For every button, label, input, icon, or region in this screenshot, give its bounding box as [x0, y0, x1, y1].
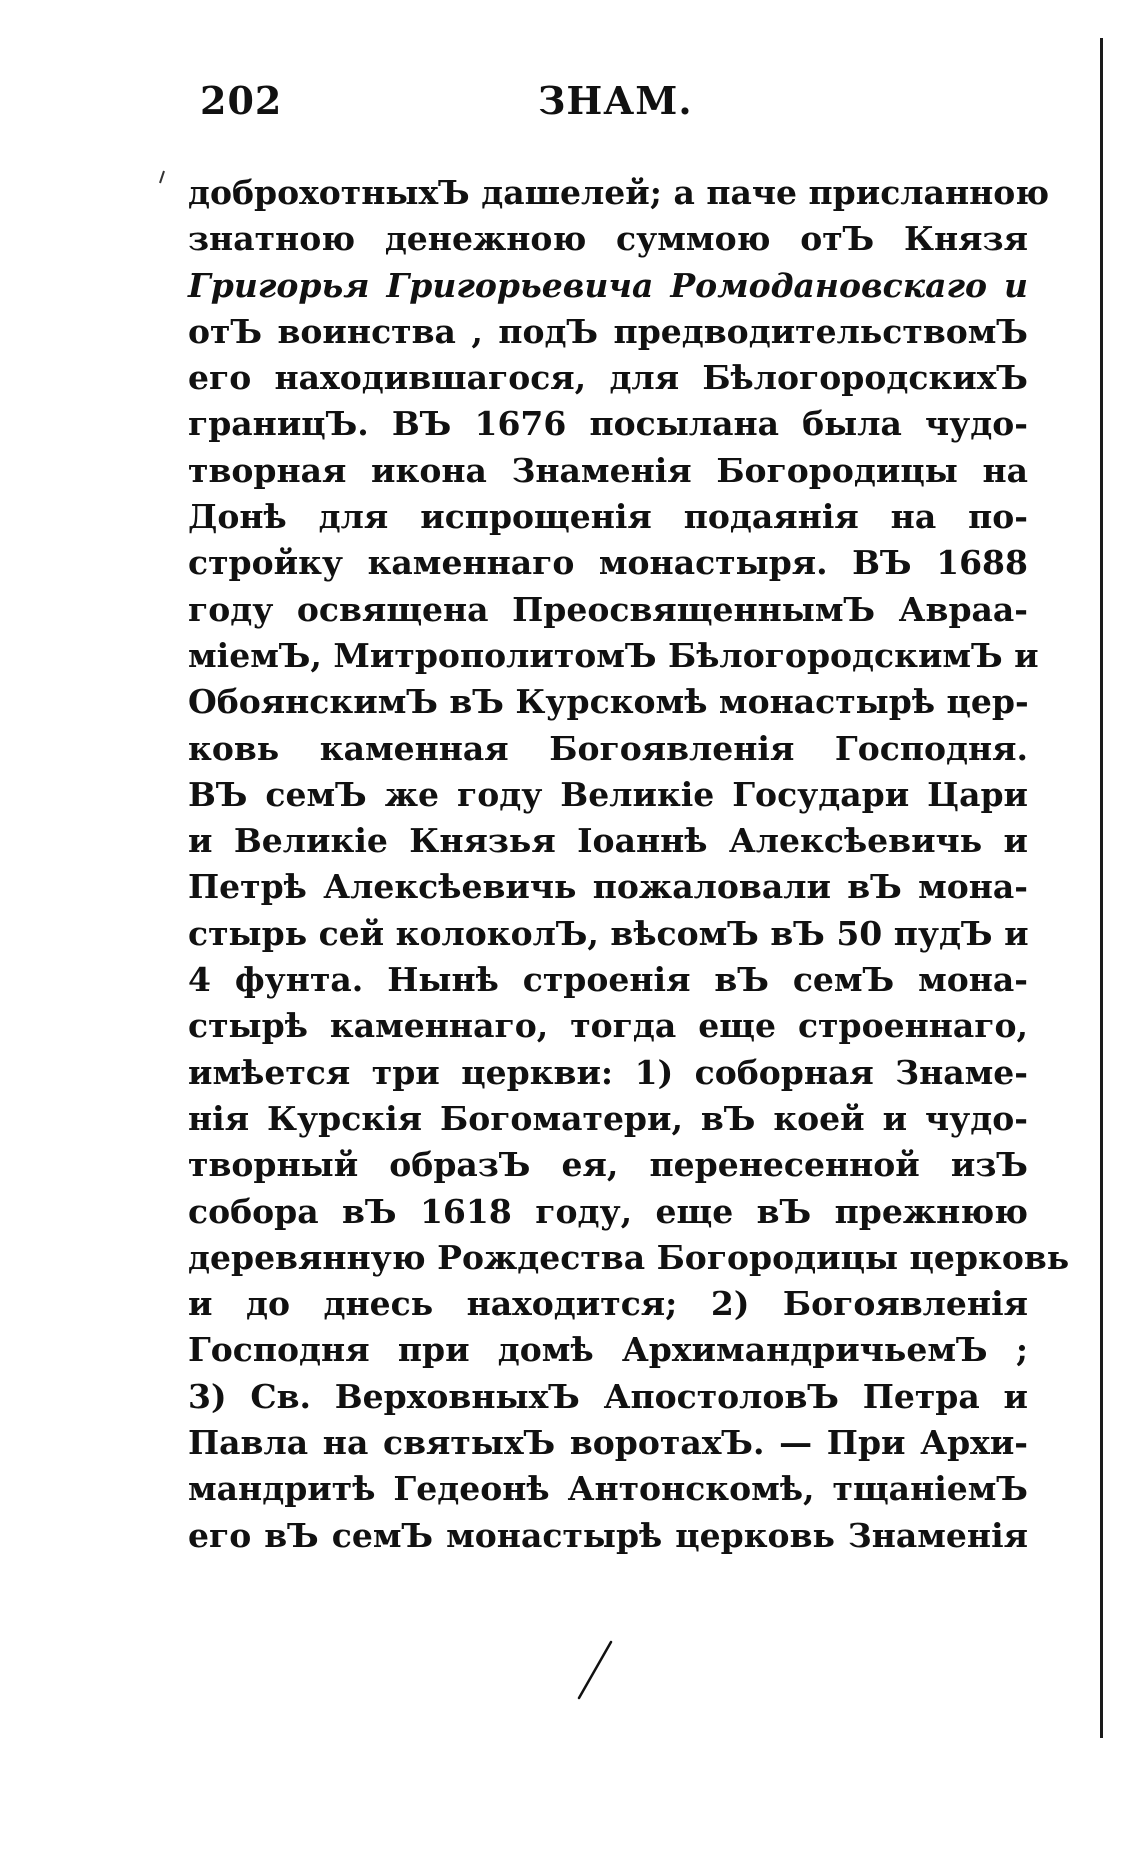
text-line: творная икона Знаменія Богородицы на: [188, 450, 1028, 490]
text-line: Петрѣ Алексѣевичь пожаловали вЪ мона-: [188, 867, 1028, 907]
text-line: Донѣ для испрощенія подаянія на по-: [188, 497, 1028, 537]
text-line: стырѣ каменнаго, тогда еще строеннаго,: [188, 1006, 1028, 1046]
text-line: и до днесь находится; 2) Богоявленія: [188, 1284, 1028, 1324]
text-line: деревянную Рождества Богородицы церковь: [188, 1237, 1070, 1277]
text-line: ковь каменная Богоявленія Господня.: [188, 728, 1028, 768]
text-line: году освящена ПреосвященнымЪ Авраа-: [188, 589, 1028, 629]
text-line: знатною денежною суммою отЪ Князя: [188, 219, 1028, 259]
text-line: міемЪ, МитрополитомЪ БѣлогородскимЪ и: [188, 635, 1039, 675]
stray-mark-icon: [158, 170, 166, 184]
text-line: 3) Св. ВерховныхЪ АпостоловЪ Петра и: [188, 1376, 1028, 1416]
text-line: Григорья Григорьевича Ромодановскаго и: [188, 265, 1028, 305]
text-line: ОбоянскимЪ вЪ Курскомѣ монастырѣ цер-: [188, 682, 1029, 722]
text-line: границЪ. ВЪ 1676 посылана была чудо-: [188, 404, 1028, 444]
page-header: [200, 78, 720, 138]
text-line: нія Курскія Богоматери, вЪ коей и чудо-: [188, 1098, 1028, 1138]
text-line: и Великіе Князья Іоаннѣ Алексѣевичь и: [188, 821, 1028, 861]
text-line: творный образЪ ея, перенесенной изЪ: [188, 1145, 1028, 1185]
text-line: собора вЪ 1618 году, еще вЪ прежнюю: [188, 1191, 1028, 1231]
page-edge-rule: [1100, 38, 1103, 1738]
text-line: ВЪ семЪ же году Великіе Государи Цари: [188, 774, 1028, 814]
running-head: ЗНАМ.: [538, 78, 693, 123]
body-text: [188, 170, 1070, 1559]
pencil-slash-mark: [575, 1640, 615, 1700]
text-line: стройку каменнаго монастыря. ВЪ 1688: [188, 543, 1028, 583]
text-line: мандритѣ Гедеонѣ Антонскомѣ, тщаніемЪ: [188, 1469, 1028, 1509]
text-line: Господня при домѣ АрхимандричьемЪ ;: [188, 1330, 1028, 1370]
text-line: Павла на святыхЪ воротахЪ. — При Архи-: [188, 1423, 1028, 1463]
text-line: имѣется три церкви: 1) соборная Знаме-: [188, 1052, 1028, 1092]
text-line: стырь сей колоколЪ, вѣсомЪ вЪ 50 пудЪ и: [188, 913, 1029, 953]
text-line: его находившагося, для БѣлогородскихЪ: [188, 358, 1028, 398]
text-line: его вЪ семЪ монастырѣ церковь Знаменія: [188, 1515, 1028, 1555]
text-line: 4 фунта. Нынѣ строенія вЪ семЪ мона-: [188, 960, 1028, 1000]
text-line: отЪ воинства , подЪ предводительствомЪ: [188, 311, 1028, 351]
text-line: доброхотныхЪ дашелей; а паче присланною: [188, 173, 1050, 212]
page-number: 202: [200, 78, 283, 123]
